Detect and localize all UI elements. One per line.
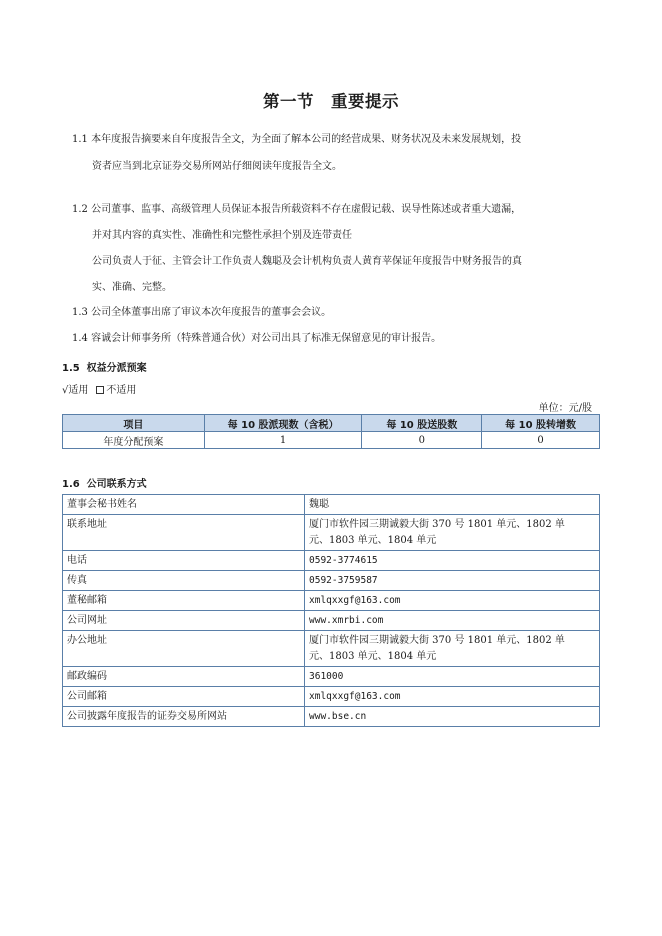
- table-row: [63, 551, 600, 571]
- contact-table: [62, 494, 600, 727]
- header-item: 项目: [63, 415, 205, 432]
- table-row: [63, 495, 600, 515]
- contact-value: [305, 515, 600, 551]
- para-1-4: 1.4 容诚会计师事务所（特殊普通合伙）对公司出具了标准无保留意见的审计报告。: [72, 333, 442, 344]
- para-1-1-line2: 资者应当到北京证券交易所网站仔细阅读年度报告全文。: [92, 161, 342, 172]
- para-1-3: 1.3 公司全体董事出席了审议本次年度报告的董事会会议。: [72, 307, 332, 318]
- para-1-2-line4: 实、准确、完整。: [92, 282, 172, 293]
- contact-key: 公司邮箱: [63, 687, 305, 707]
- contact-key: 公司披露年度报告的证券交易所网站: [63, 707, 305, 727]
- dividend-table: [62, 414, 600, 449]
- table-row: [63, 432, 600, 449]
- contact-value: 0592-3759587: [305, 571, 600, 591]
- contact-key: 传真: [63, 571, 305, 591]
- heading-1-6: 1.6 公司联系方式: [62, 479, 147, 490]
- table-row: [63, 515, 600, 551]
- bonus-shares-value: 0: [362, 432, 482, 449]
- dividend-row-label: 年度分配预案: [63, 432, 205, 449]
- table-row: [63, 611, 600, 631]
- table-row: [63, 591, 600, 611]
- header-bonus-shares: 每 10 股送股数: [362, 415, 482, 432]
- contact-key: 办公地址: [63, 631, 305, 667]
- contact-value: [305, 631, 600, 667]
- header-cash-dividend: 每 10 股派现数（含税）: [204, 415, 362, 432]
- para-1-2-line1: 1.2 公司董事、监事、高级管理人员保证本报告所载资料不存在虚假记载、误导性陈述或者重大遗漏，: [72, 204, 522, 215]
- section-title: 第一节 重要提示: [263, 92, 399, 111]
- cash-dividend-value: 1: [204, 432, 362, 449]
- contact-key: 董事会秘书姓名: [63, 495, 305, 515]
- contact-key: 电话: [63, 551, 305, 571]
- unit-label: 单位：元/股: [538, 403, 592, 414]
- contact-key: 公司网址: [63, 611, 305, 631]
- address-line-1: 厦门市软件园三期诚毅大街 370 号 1801 单元、1802 单: [309, 635, 565, 646]
- contact-value: www.xmrbi.com: [305, 611, 600, 631]
- address-line-2: 元、1803 单元、1804 单元: [309, 651, 437, 662]
- table-row: [63, 571, 600, 591]
- table-row: [63, 631, 600, 667]
- not-applicable-checkbox: [96, 386, 104, 394]
- contact-value: 0592-3774615: [305, 551, 600, 571]
- contact-value: 361000: [305, 667, 600, 687]
- contact-value: www.bse.cn: [305, 707, 600, 727]
- contact-value: 魏聪: [305, 495, 600, 515]
- address-line-2: 元、1803 单元、1804 单元: [309, 535, 437, 546]
- dividend-table-header: [63, 415, 600, 432]
- heading-1-5: 1.5 权益分派预案: [62, 363, 147, 374]
- para-1-1-line1: 1.1 本年度报告摘要来自年度报告全文，为全面了解本公司的经营成果、财务状况及未来发展规划，投: [72, 134, 522, 145]
- capitalization-value: 0: [482, 432, 600, 449]
- applicability-checkboxes: [62, 381, 136, 396]
- table-row: [63, 707, 600, 727]
- para-1-2-line3: 公司负责人于征、主管会计工作负责人魏聪及会计机构负责人黄育苹保证年度报告中财务报告的真: [92, 256, 522, 267]
- address-line-1: 厦门市软件园三期诚毅大街 370 号 1801 单元、1802 单: [309, 519, 565, 530]
- para-1-2-line2: 并对其内容的真实性、准确性和完整性承担个别及连带责任: [92, 230, 352, 241]
- contact-key: 联系地址: [63, 515, 305, 551]
- contact-value: xmlqxxgf@163.com: [305, 687, 600, 707]
- contact-key: 邮政编码: [63, 667, 305, 687]
- contact-key: 董秘邮箱: [63, 591, 305, 611]
- table-row: [63, 667, 600, 687]
- applicable-checked-label: √适用: [62, 385, 89, 396]
- not-applicable-label: 不适用: [106, 385, 137, 396]
- contact-value: xmlqxxgf@163.com: [305, 591, 600, 611]
- header-capitalization: 每 10 股转增数: [482, 415, 600, 432]
- table-row: [63, 687, 600, 707]
